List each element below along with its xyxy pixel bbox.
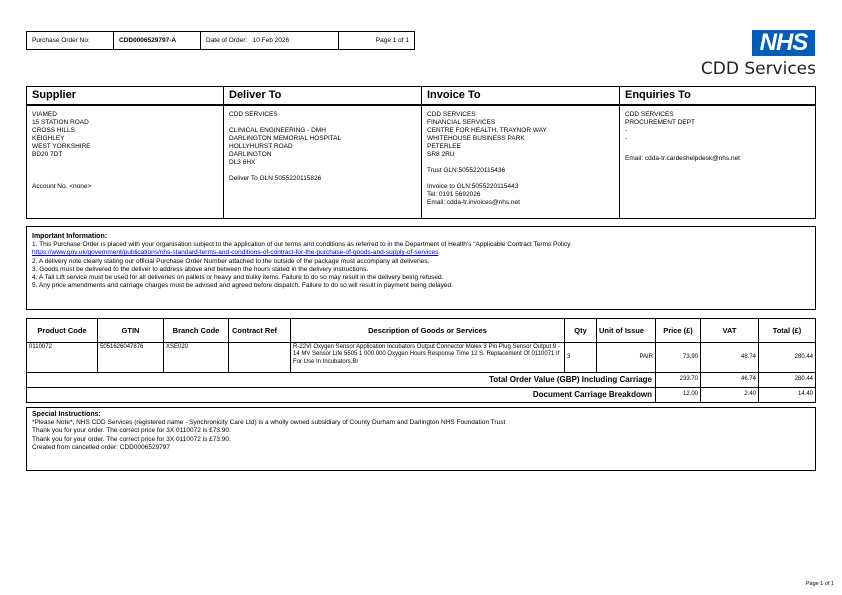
total-vat: 46.74 xyxy=(701,373,759,388)
deliver-gln: Deliver To GLN:5055220115826 xyxy=(229,174,322,182)
info-line: 5. Any price amendments and carriage charges must be advised and agreed before dispatch. Failure to do so will result in payment being delayed. xyxy=(32,282,453,290)
info-line: 4. A Tail Lift service must be used for all deliveries on pallets or heavy and bulky items. Failure to do so may result in the delivery being refused. xyxy=(32,274,444,282)
address-line: CENTRE FOR HEALTH, TRAYNOR WAY xyxy=(427,126,547,134)
page-number: Page 1 of 1 xyxy=(339,32,415,50)
col-total: Total (£) xyxy=(759,319,816,343)
col-unit: Unit of Issue xyxy=(597,319,656,343)
address-line: VIAMED xyxy=(32,110,57,118)
terms-link[interactable]: https://www.gov.uk/government/publications/nhs-standard-terms-and-conditions-of-contract-for-the-purchase-of-goods-and-supply-of-services xyxy=(32,249,439,257)
important-information xyxy=(26,226,816,310)
table-row xyxy=(27,343,816,373)
address-line: FINANCIAL SERVICES xyxy=(427,118,496,126)
address-line: HOLLYHURST ROAD xyxy=(229,142,293,150)
address-line: CDD SERVICES xyxy=(229,110,278,118)
address-line: WEST YORKSHIRE xyxy=(32,142,91,150)
address-line: - xyxy=(625,126,628,134)
col-price: Price (£) xyxy=(656,319,701,343)
price: 73.90 xyxy=(656,343,701,373)
footer-page-number: Page 1 of 1 xyxy=(805,581,834,587)
address-line: PROCUREMENT DEPT xyxy=(625,118,695,126)
address-line: 15 STATION ROAD xyxy=(32,118,89,126)
col-description: Description of Goods or Services xyxy=(291,319,565,343)
items-table xyxy=(26,318,816,403)
total-row xyxy=(27,373,816,388)
order-header xyxy=(26,31,415,50)
info-line: 1. This Purchase Order is placed with your organisation subject to the application of our terms and conditions as referred to in the Department of Health's "Applicable Contract Terms Policy. xyxy=(32,241,572,249)
invoice-address xyxy=(422,105,620,219)
col-branch-code: Branch Code xyxy=(164,319,229,343)
deliver-heading: Deliver To xyxy=(224,87,422,105)
order-date: Date of Order: 10 Feb 2026 xyxy=(201,32,339,50)
col-vat: VAT xyxy=(701,319,759,343)
instruction-line: *Please Note*, NHS CDD Services (registered name - Synchronicity Care Ltd) is a wholly owned subsidiary of County Durham and Darlington NHS Foundation Trust xyxy=(32,419,506,427)
address-line: SR8 2RU xyxy=(427,150,455,158)
address-line: WHITEHOUSE BUSINESS PARK xyxy=(427,134,525,142)
address-line: BD20 7DT xyxy=(32,150,63,158)
description: R-22VI Oxygen Sensor Application Incubators Output Connector Molex 3 Pin Plug Sensor Output 9 - 14 MV Sensor Life 5505 1 000 000 Oxygen Hours Response Time 12 S. Replacement Of 0110071 If For Use In Incubators.Br xyxy=(291,343,565,373)
address-line: CDD SERVICES xyxy=(427,110,476,118)
contract-ref xyxy=(229,343,291,373)
po-number: CDD0006529797-A xyxy=(114,32,201,50)
col-product-code: Product Code xyxy=(27,319,98,343)
instruction-line: Created from cancelled order: CDD0006529797 xyxy=(32,443,171,451)
carriage-row xyxy=(27,388,816,403)
special-title: Special Instructions: xyxy=(32,411,101,418)
instruction-line: Thank you for your order. The correct price for 3X 0110072 is £73.90. xyxy=(32,435,231,443)
trust-gln: Trust GLN:5055220115436 xyxy=(427,166,506,174)
nhs-logo: NHS xyxy=(752,30,815,56)
address-line xyxy=(229,119,416,127)
unit-of-issue: PAIR xyxy=(597,343,656,373)
total-price: 233.70 xyxy=(656,373,701,388)
total: 280.44 xyxy=(759,343,816,373)
vat: 48.74 xyxy=(701,343,759,373)
address-line: DARLINGTON xyxy=(229,150,272,158)
info-line: 2. A delivery note clearly stating our official Purchase Order Number attached to the outside of the package must accompany all deliveries. xyxy=(32,257,430,265)
important-title: Important Information: xyxy=(32,233,108,240)
account-number: Account No. <none> xyxy=(32,182,92,190)
address-line: DARLINGTON MEMORIAL HOSPITAL xyxy=(229,134,342,142)
address-line: CDD SERVICES xyxy=(625,110,674,118)
address-line: DL3 6HX xyxy=(229,158,256,166)
carriage-label: Document Carriage Breakdown xyxy=(27,388,656,403)
special-instructions xyxy=(26,407,816,471)
total-label: Total Order Value (GBP) Including Carriage xyxy=(27,373,656,388)
deliver-address xyxy=(224,105,422,219)
address-table xyxy=(26,86,816,219)
carriage-price: 12.00 xyxy=(656,388,701,403)
col-qty: Qty xyxy=(565,319,597,343)
branch-code: XSE020 xyxy=(164,343,229,373)
invoice-gln: Invoice to GLN:5055220115443 xyxy=(427,182,519,190)
qty: 3 xyxy=(565,343,597,373)
enquiries-address xyxy=(620,105,816,219)
items-header xyxy=(27,319,816,343)
supplier-address xyxy=(27,105,224,219)
product-code: 0110072 xyxy=(27,343,98,373)
po-label: Purchase Order No: xyxy=(27,32,114,50)
carriage-vat: 2.40 xyxy=(701,388,759,403)
gtin: 5051626047876 xyxy=(98,343,164,373)
invoice-email[interactable]: Email: cdda-tr.invoices@nhs.net xyxy=(427,198,520,206)
col-contract-ref: Contract Ref xyxy=(229,319,291,343)
invoice-heading: Invoice To xyxy=(422,87,620,105)
total-total: 280.44 xyxy=(759,373,816,388)
carriage-total: 14.40 xyxy=(759,388,816,403)
instruction-line: Thank you for your order. The correct price for 3X 0110072 is £73.90. xyxy=(32,427,231,435)
enquiries-heading: Enquiries To xyxy=(620,87,816,105)
address-line: PETERLEE xyxy=(427,142,461,150)
info-line: 3. Goods must be delivered to the deliver to address above and between the hours stated in the delivery instructions. xyxy=(32,265,369,273)
address-line: CROSS HILLS xyxy=(32,126,75,134)
address-line: KEIGHLEY xyxy=(32,134,65,142)
invoice-tel: Tel: 0191 5692026 xyxy=(427,190,481,198)
enquiries-email[interactable]: Email: cdda-tr.cardeshelpdesk@nhs.net xyxy=(625,154,740,162)
supplier-heading: Supplier xyxy=(27,87,224,105)
col-gtin: GTIN xyxy=(98,319,164,343)
address-line: - xyxy=(625,134,628,142)
org-name: CDD Services xyxy=(700,59,816,79)
address-line: CLINICAL ENGINEERING - DMH xyxy=(229,126,326,134)
